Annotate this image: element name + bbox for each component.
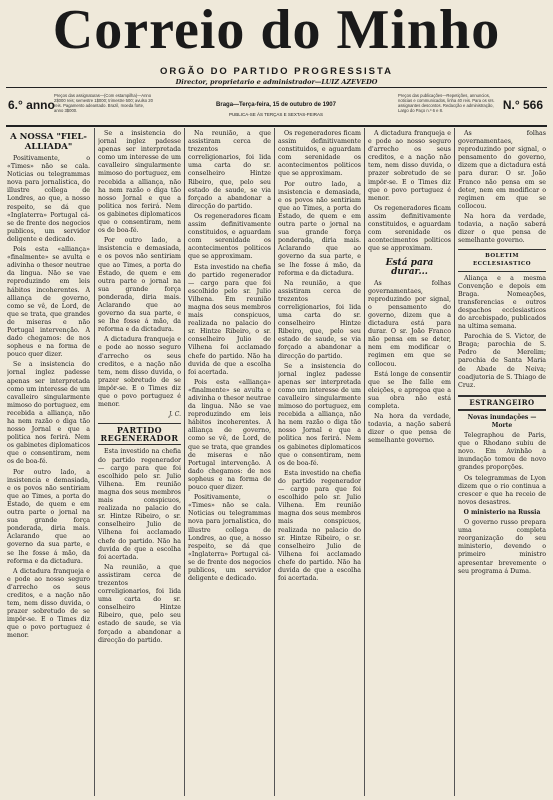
masthead-rule <box>6 87 547 88</box>
year-label: 6.° anno <box>8 98 55 112</box>
article-paragraph: Telegraphou de Paris, que o Rhodano subiu de novo. Em Avinhão a inundação tomou de novo grandes proporções. <box>458 432 546 472</box>
column-5 <box>368 130 451 794</box>
article-signature: J. C. <box>168 411 181 419</box>
director-line: Director, proprietario e administrador—LUIZ AZEVEDO <box>175 78 378 86</box>
article-title-partido-regenerador: PARTIDO REGENERADOR <box>98 423 181 445</box>
article-title-esta-para-durar: Está para durar... <box>385 258 434 277</box>
article-paragraph: Aliança e a mesma Convenção e depois em Braga. Nomeações, transferencias e outros despachos ecclesiasticos do arcebispado, publicados na ultima semana. <box>458 274 546 331</box>
article-paragraph: A dictadura franqueja e e pode ao nosso seguro d'arrecho os seus creditos, e a nação não tem, nem disso duvida, o prazer sobretudo de se impôr-se. E o Times diz que o povo portuguez é menor. <box>7 567 90 640</box>
article-paragraph: Os regeneradores ficam assim definitivamente constituidos, e aguardam com serenidade os acontecimentos politicos que se approximam. <box>278 130 361 178</box>
subscription-prices: Preços das assignaturas—(Com estampilha)—Anno 2$000 reis; semestre 1$000; trimestre 500; avulso 20 reis. Pagamento adeantado. Brazil, moeda forte, anno 3$000. <box>54 93 153 113</box>
article-paragraph: Esta investido na chefia do partido regenerador — cargo para que foi escolhido pelo sr. Julio Vilhena. Em reunião magna dos seus membros mais conspicuos, realizada no palacio do sr. Hintze Ribeiro, o sr. conselheiro Julio de Vilhena foi acclamado chefe do partido. Não ha duvida de que a escolha foi acertada. <box>98 448 181 561</box>
article-paragraph: Pois esta «alliança» «finalmente» se avulta e adivinha o thesor neutrae da lingua. Não se vae reproduzindo em leis hábitos incoherentes. A alliança de governo, como se vê, de Lord, de que se trata, que grandes de miseras e não Portugal intervenção. A dado chegamos: de nos sopheus e na forma de pouco quer dizer. <box>7 246 90 359</box>
newspaper-subtitle: ORGÃO DO PARTIDO PROGRESSISTA <box>160 66 393 77</box>
article-paragraph: Esta investido na chefia do partido regenerador — cargo para que foi escolhido pelo sr. Julio Vilhena. Em reunião magna dos seus membros mais conspicuos, realizada no palacio do sr. Hintze Ribeiro, o sr. conselheiro Julio de Vilhena foi acclamado chefe do partido. Não ha duvida de que a escolha foi acertada. <box>188 263 271 376</box>
advertising-prices: Preços das publicações—Repetições, annuncios, noticias e communicados, linha 40 reis. Para os srs. assignantes descontos. Redacção e administração, Largo do Paço n.º 6 e 8. <box>398 93 495 113</box>
article-paragraph: As folhas governamentaes, reproduzindo por signal, o pensamento do governo, dizem que a dictadura está para durar. O sr. João Franco não pensa em se deter, nem em modificar o regimen em que se collocou. <box>368 279 451 368</box>
masthead <box>0 2 553 64</box>
column-rule <box>364 128 365 796</box>
article-paragraph: Positivamente, o «Times» não se cala. Noticias ou telegrammas nova para jornalistica, do illustre collega de Londres, ao que, a nosso respeito, se dá que «Inglaterra» Portugal cá-se de frente dos negocios publicos, um servidor deligente e dedicado. <box>188 494 271 583</box>
article-subtitle: O ministerio na Russia <box>463 508 541 516</box>
article-paragraph: Por outro lado, a insistencia e demasiada, e os povos não sentiriam que ao Times, a porta do Estado, de quem e em outra parte o jornal na sua grande força ponderada, diria mais. Aclarando que ao governo da sua parte, e se lhe fosse á mão, da reforma e da dictadura. <box>278 180 361 277</box>
column-4 <box>278 130 361 794</box>
column-rule <box>274 128 275 796</box>
article-paragraph: O governo russo prepara uma completa reorganização do seu ministerio, devendo o primeiro ministro apresentar brevemente o seu programa á Duma. <box>458 519 546 575</box>
article-title-boletim-ecclesiastico: BOLETIM ECCLESIASTICO <box>458 249 546 271</box>
column-3 <box>188 130 271 794</box>
article-subtitle: Novas inundações — Morte <box>467 413 537 429</box>
header-rule <box>6 125 547 127</box>
article-paragraph: Positivamente, o «Times» não se cala. Noticias ou telegrammas nova para jornalistica, do illustre collega de Londres, ao que, a nosso respeito, se dá que «Inglaterra» Portugal cá-se de frente dos negocios publicos, um servidor deligente e dedicado. <box>7 155 90 243</box>
article-paragraph: Por outro lado, a insistencia e demasiada, e os povos não sentiriam que ao Times, a porta do Estado, de quem e em outra parte o jornal na sua grande força ponderada, diria mais. Aclarando que ao governo da sua parte, e se lhe fosse á mão, da reforma e da dictadura. <box>7 468 90 565</box>
article-paragraph: Na reunião, a que assistiram cerca de trezentos correligionarios, foi lida uma carta do sr. conselheiro Hintze Ribeiro, que, pelo seu estado de saude, se via forçado a abandonar a direcção do partido. <box>188 130 271 210</box>
article-paragraph: Os regeneradores ficam assim definitivamente constituidos, e aguardam com serenidade os acontecimentos politicos que se approximam. <box>188 212 271 261</box>
column-6 <box>458 130 546 794</box>
article-paragraph: Na reunião, a que assistiram cerca de trezentos correligionarios, foi lida uma carta do sr. conselheiro Hintze Ribeiro, que, pelo seu estado de saude, se via forçado a abandonar a direcção do partido. <box>98 563 181 644</box>
article-paragraph: Na reunião, a que assistiram cerca de trezentos correligionarios, foi lida uma carta do sr. conselheiro Hintze Ribeiro, que, pelo seu estado de saude, se via forçado a abandonar a direcção do partido. <box>278 279 361 360</box>
issue-number: N.° 566 <box>502 98 543 112</box>
article-paragraph: A dictadura franqueja e e pode ao nosso seguro d'arrecho os seus creditos, e a nação não tem, nem disso duvida, o prazer sobretudo de se impôr-se. E o Times diz que o povo portuguez é menor. <box>368 130 451 202</box>
column-rule <box>454 128 455 796</box>
column-rule <box>184 128 185 796</box>
article-paragraph: A dictadura franqueja e e pode ao nosso seguro d'arrecho os seus creditos, e a nação não tem, nem disso duvida, o prazer sobretudo de se impôr-se. E o Times diz que o povo portuguez é menor. <box>98 336 181 409</box>
newspaper-title: Correio do Minho <box>52 0 501 61</box>
article-paragraph: Se a insistencia do jornal inglez padesse apenas ser interpretada como um interesse de um cavalleiro singularmente mimoso do portuguez, em recebida a alliança, não ha nem razão o diga tão nosso Jornal e que a politica nos ferirá. Nem os gabinetes diplomaticos que o consentiram, nem os de boa-fé. <box>278 362 361 467</box>
article-paragraph: As folhas governamentaes, reproduzindo por signal, o pensamento do governo, dizem que a dictadura está para durar. O sr. João Franco não pensa em se deter, nem em modificar o regimen em que se collocou. <box>458 130 546 210</box>
dateline: Braga—Terça-feira, 15 de outubro de 1907 <box>216 102 336 108</box>
article-paragraph: Pois esta «alliança» «finalmente» se avulta e adivinha o thesor neutrae da lingua. Não se vae reproduzindo em leis hábitos incoherentes. A alliança de governo, como se vê, de Lord, de que se trata, que grandes de miseras e não Portugal intervenção. A dado chegamos: de nos sopheus e na forma de pouco quer dizer. <box>188 378 271 492</box>
article-paragraph: Na hora da verdade, todavia, a nação saberá dizer o que pensa de semelhante governo. <box>368 413 451 445</box>
article-paragraph: Se a insistencia do jornal inglez padesse apenas ser interpretada como um interesse de um cavalleiro singularmente mimoso do portuguez, em recebida a alliança, não ha nem razão o diga tão nosso Jornal e que a politica nos ferirá. Nem os gabinetes diplomaticos que o consentiram, nem os de boa-fé. <box>7 361 90 466</box>
column-1 <box>7 130 90 794</box>
article-paragraph: Por outro lado, a insistencia e demasiada, e os povos não sentiriam que ao Times, a porta do Estado, de quem e em outra parte o jornal na sua grande força ponderada, diria mais. Aclarando que ao governo da sua parte, e se lhe fosse á mão, da reforma e da dictadura. <box>98 237 181 334</box>
article-paragraph: Os telegrammas de Lyon dizem que o rio continua a crescer e que ha receio de novos desastres. <box>458 474 546 506</box>
info-bar <box>6 90 547 124</box>
column-2 <box>98 130 181 794</box>
article-title-estrangeiro: ESTRANGEIRO <box>458 395 546 411</box>
article-paragraph: Se a insistencia do jornal inglez padesse apenas ser interpretada como um interesse de um cavalleiro singularmente mimoso do portuguez, em recebida a alliança, não ha nem razão o diga tão nosso Jornal e que a politica nos ferirá. Nem os gabinetes diplomaticos que o consentiram, nem os de boa-fé. <box>98 130 181 235</box>
article-paragraph: Parochia de S. Victor, de Braga; parochia de S. Pedro de Merelim; parochia de Santa Maria de Abade de Neiva; coadjutoria de S. Thiago de Cruz. <box>458 333 546 389</box>
article-paragraph: Os regeneradores ficam assim definitivamente constituidos, e aguardam com serenidade os acontecimentos politicos que se approximam. <box>368 204 451 253</box>
article-paragraph: Está longe de consentir que se lhe falle em eleições, e apregoa que a sua obra não está completa. <box>368 370 451 410</box>
article-title-fiel-alliada: A NOSSA "FIEL-ALLIADA" <box>10 132 87 152</box>
publication-days: PUBLICA-SE ÁS TERÇAS E SEXTAS-FEIRAS <box>228 112 324 117</box>
article-paragraph: Esta investido na chefia do partido regenerador — cargo para que foi escolhido pelo sr. Julio Vilhena. Em reunião magna dos seus membros mais conspicuos, realizada no palacio do sr. Hintze Ribeiro, o sr. conselheiro Julio de Vilhena foi acclamado chefe do partido. Não ha duvida de que a escolha foi acertada. <box>278 469 361 583</box>
column-rule <box>94 128 95 796</box>
article-paragraph: Na hora da verdade, todavia, a nação saberá dizer o que pensa de semelhante governo. <box>458 212 546 245</box>
